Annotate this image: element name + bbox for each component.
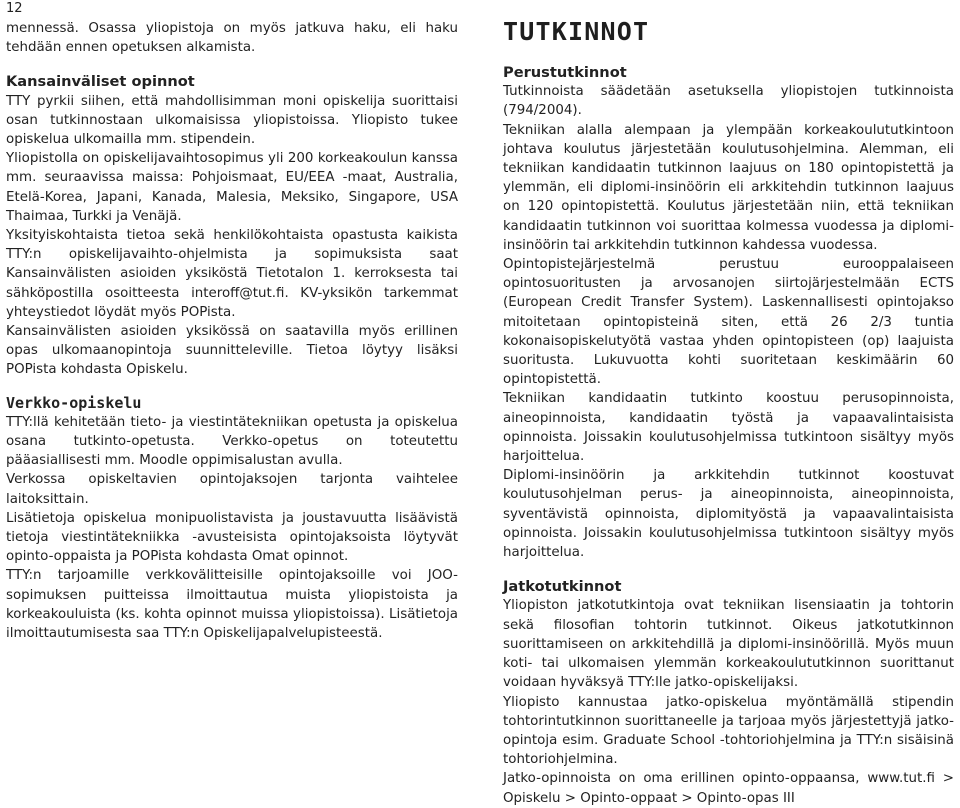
postgraduate-degrees-paragraph-3: Jatko-opinnoista on oma erillinen opinto-oppaansa, www.tut.fi > Opiskelu > Opinto-oppaat > Opinto-opas III <box>503 771 954 806</box>
international-studies-paragraph-3: Yksityiskohtaista tietoa sekä henkilökohtaista opastusta kaikista TTY:n opiskelijavaihto-ohjelmista ja sopimuksista saat Kansainvälisten asioiden yksiköstä Tietotalon 1. kerroksesta tai sähköpostilla osoitteesta interoff@tut.fi. KV-yksikön tarkemmat yhteystiedot löydät myös POPista. <box>6 228 458 320</box>
basic-degrees-paragraph-5: Diplomi-insinöörin ja arkkitehdin tutkinnot koostuvat koulutusohjelman perus- ja aineopinnoista, aineopinnoista, syventävistä opinnoista, diplomityöstä ja vapaavalintaisista opinnoista. Joissakin koulutusohjelmissa tutkintoon sisältyy myös harjoittelua. <box>503 468 954 561</box>
basic-degrees-paragraph-2: Tekniikan alalla alempaan ja ylempään korkeakoulututkintoon johtava koulutus järjestetään koulutusohjelmina. Alemman, eli tekniikan kandidaatin tutkinnon laajuus on 180 opintopistettä ja ylemmän, eli diplomi-insinöörin eli arkkitehdin tutkinnon laajuus on 120 opintopistettä. Koulutus järjestetään niin, että tekniikan kandidaatin tutkinnon voi suorittaa kolmessa vuodessa ja diplomi-insinöörin tai arkkitehdin tutkinnon kahdessa vuodessa. <box>503 122 954 253</box>
online-studies-paragraph-1: TTY:llä kehitetään tieto- ja viestintätekniikan opetusta ja opiskelua osana tutkinto-opetusta. Verkko-opetus on toteutettu pääasiallisesti mm. Moodle oppimisalustan avulla. <box>6 414 458 469</box>
online-studies-paragraph-2: Verkossa opiskeltavien opintojaksojen tarjonta vaihtelee laitoksittain. <box>6 472 458 507</box>
international-studies-paragraph-1: TTY pyrkii siihen, että mahdollisimman moni opiskelija suorittaisi osan tutkinnostaan ulkomaisissa yliopistoissa. Yliopisto tukee opiskelua ulkomailla mm. stipendein. <box>6 93 458 148</box>
international-studies-paragraph-2: Yliopistolla on opiskelijavaihtosopimus yli 200 korkeakoulun kanssa mm. seuraavissa maissa: Pohjoismaat, EU/EEA -maat, Australia, Etelä-Korea, Japani, Kanada, Malesia, Meksiko, Singapore, USA Thaimaa, Turkki ja Venäjä. <box>6 151 458 224</box>
basic-degrees-paragraph-4: Tekniikan kandidaatin tutkinto koostuu perusopinnoista, aineopinnoista, kandidaatin työstä ja vapaavalintaisista opinnoista. Joissakin koulutusohjelmissa tutkintoon sisältyy myös harjoittelua. <box>503 391 954 465</box>
online-studies-paragraph-3: Lisätietoja opiskelua monipuolistavista ja joustavuutta lisäävistä tietoja viestintätekniikka -avusteisista opintojaksoista löytyvät opinto-oppaista ja POPista kohdasta Omat opinnot. <box>6 510 458 565</box>
postgraduate-degrees-heading: Jatkotutkinnot <box>503 578 622 596</box>
international-studies-paragraph-4: Kansainvälisten asioiden yksikössä on saatavilla myös erillinen opas ulkomaanopintoja suunnitteleville. Tietoa löytyy lisäksi POPista kohdasta Opiskelu. <box>6 324 458 378</box>
basic-degrees-heading: Perustutkinnot <box>503 64 627 81</box>
online-studies-heading: Verkko-opiskelu <box>6 393 142 412</box>
basic-degrees-paragraph-1: Tutkinnoista säädetään asetuksella yliopistojen tutkinnoista (794/2004). <box>503 84 954 119</box>
online-studies-paragraph-4: TTY:n tarjoamille verkkovälitteisille opintojaksoille voi JOO-sopimuksen puitteissa ilmoittautua muista yliopistoista ja korkeakouluista (ks. kohta opinnot muissa yliopistoissa). Lisätietoja ilmoittautumisesta saa TTY:n Opiskelijapalvelupisteestä. <box>6 568 458 642</box>
right-column <box>503 18 954 808</box>
page-number: 12 <box>6 1 23 16</box>
section-title: TUTKINNOT <box>503 17 650 46</box>
postgraduate-degrees-paragraph-1: Yliopiston jatkotutkintoja ovat tekniikan lisensiaatin ja tohtorin sekä filosofian tohtorin tutkinnot. Oikeus jatkotutkinnon suorittamiseen on arkkitehdillä ja diplomi-insinöörillä. Myös muun koti- tai ulkomaisen ylemmän korkeakoulututkinnon suorittanut voidaan hyväksyä TTY:lle jatko-opiskelijaksi. <box>503 598 954 691</box>
postgraduate-degrees-paragraph-2: Yliopisto kannustaa jatko-opiskelua myöntämällä stipendin tohtorintutkinnon suorittaneelle ja tarjoaa myös järjestettyjä jatko-opintoja esim. Graduate School -tohtoriohjelmina ja TTY:n sisäisinä tohtoriohjelmina. <box>503 694 954 768</box>
intro-paragraph: mennessä. Osassa yliopistoja on myös jatkuva haku, eli haku tehdään ennen opetuksen alkamista. <box>6 21 458 56</box>
basic-degrees-paragraph-3: Opintopistejärjestelmä perustuu eurooppalaiseen opintosuoritusten ja arvosanojen siirtojärjestelmään ECTS (European Credit Transfer System). Laskennallisesti opintojakso mitoitetaan opintopisteinä siten, että 26 2/3 tuntia kokonaisopiskelutyötä vastaa yhden opintopisteen (op) laajuista suoritusta. Lukuvuotta kohti suoritetaan keskimäärin 60 opintopistettä. <box>503 257 954 388</box>
international-studies-heading: Kansainväliset opinnot <box>6 73 195 91</box>
left-column <box>6 19 458 643</box>
